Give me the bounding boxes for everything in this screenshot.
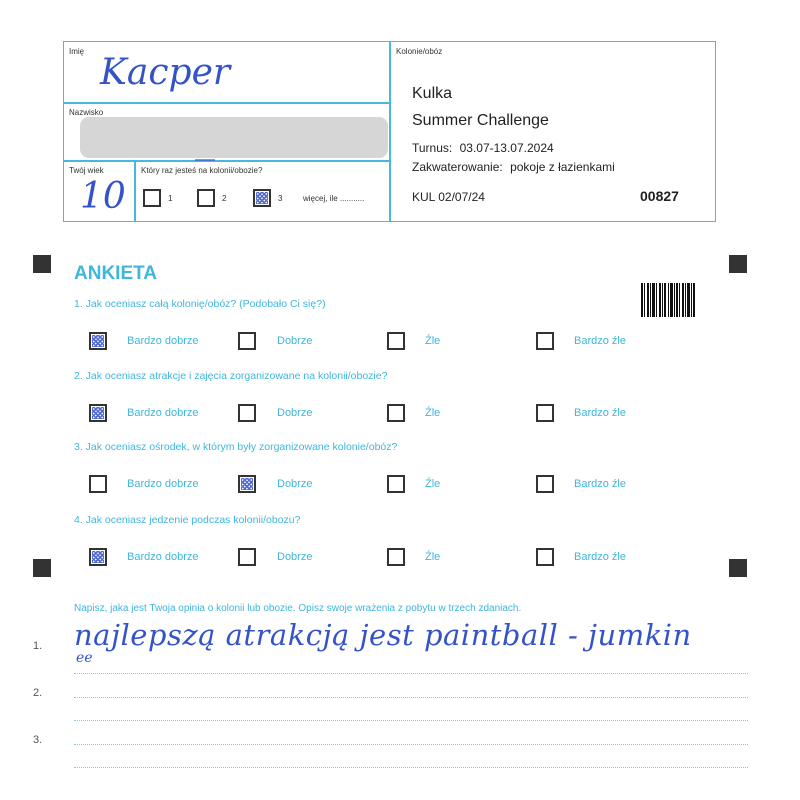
- question-3-text: 3. Jak oceniasz ośrodek, w którym były zorganizowane kolonie/obóz?: [74, 441, 398, 453]
- turnus-value: 03.07-13.07.2024: [459, 141, 554, 155]
- question-2-option-1-checkbox[interactable]: [89, 404, 107, 422]
- zakwaterowanie-label: Zakwaterowanie:: [412, 160, 503, 174]
- zakwaterowanie-row: [412, 160, 615, 174]
- nazwisko-ink-trace: [195, 155, 215, 161]
- camp-program: Summer Challenge: [412, 112, 549, 129]
- question-4-option-1-label: Bardzo dobrze: [127, 551, 199, 563]
- form-number: 00827: [640, 188, 679, 204]
- question-3-option-2-label: Dobrze: [277, 478, 313, 490]
- question-3-option-3-label: Źle: [425, 478, 441, 490]
- question-1-option-4-checkbox[interactable]: [536, 332, 554, 350]
- nazwisko-divider: [63, 160, 390, 162]
- question-4-option-2-label: Dobrze: [277, 551, 313, 563]
- question-2-option-3-label: Źle: [425, 407, 441, 419]
- answer-line-2[interactable]: [74, 720, 748, 721]
- question-2-text: 2. Jak oceniasz atrakcje i zajęcia zorganizowane na kolonii/obozie?: [74, 370, 388, 382]
- nazwisko-redacted: [80, 117, 388, 158]
- turnus-row: [412, 141, 554, 155]
- question-4-option-4-label: Bardzo źle: [574, 551, 626, 563]
- wiek-value[interactable]: 10: [80, 176, 126, 217]
- registration-marker-bottom-right: [729, 559, 747, 577]
- question-2-option-1-label: Bardzo dobrze: [127, 407, 199, 419]
- answer-line-3b[interactable]: [74, 767, 748, 768]
- registration-marker-bottom-left: [33, 559, 51, 577]
- question-1-option-3-checkbox[interactable]: [387, 332, 405, 350]
- wiek-divider: [134, 160, 136, 222]
- question-3-option-1-label: Bardzo dobrze: [127, 478, 199, 490]
- question-1-option-2-label: Dobrze: [277, 335, 313, 347]
- turnus-label: Turnus:: [412, 141, 453, 155]
- zakwaterowanie-value: pokoje z łazienkami: [510, 160, 615, 174]
- question-1-option-1-label: Bardzo dobrze: [127, 335, 199, 347]
- ktory-raz-checkbox-3[interactable]: [253, 189, 271, 207]
- question-4-option-3-label: Źle: [425, 551, 441, 563]
- opinion-prompt: Napisz, jaka jest Twoja opinia o kolonii lub obozie. Opisz swoje wrażenia z pobytu w trzech zdaniach.: [74, 603, 522, 614]
- survey-title: ANKIETA: [74, 263, 158, 284]
- answer-line-1a[interactable]: [74, 673, 748, 674]
- ktory-raz-option-3: 3: [278, 194, 283, 203]
- nazwisko-label: Nazwisko: [69, 108, 104, 117]
- ktory-raz-option-more: więcej, ile ...........: [303, 194, 365, 203]
- question-1-option-3-label: Źle: [425, 335, 441, 347]
- question-1-option-4-label: Bardzo źle: [574, 335, 626, 347]
- answer-line-3a[interactable]: [74, 744, 748, 745]
- kolonia-label: Kolonie/obóz: [396, 47, 443, 56]
- question-2-option-3-checkbox[interactable]: [387, 404, 405, 422]
- question-4-text: 4. Jak oceniasz jedzenie podczas kolonii/obozu?: [74, 514, 301, 526]
- ktory-raz-checkbox-2[interactable]: [197, 189, 215, 207]
- answer-line-1b[interactable]: [74, 697, 748, 698]
- question-3-option-1-checkbox[interactable]: [89, 475, 107, 493]
- barcode-icon: [641, 283, 695, 317]
- ktory-raz-option-2: 2: [222, 194, 227, 203]
- question-2-option-2-label: Dobrze: [277, 407, 313, 419]
- line-number-2: 2.: [33, 687, 43, 699]
- question-1-text: 1. Jak oceniasz całą kolonię/obóz? (Podobało Ci się?): [74, 298, 326, 310]
- question-2-option-4-label: Bardzo źle: [574, 407, 626, 419]
- registration-marker-top-left: [33, 255, 51, 273]
- camp-name: Kulka: [412, 85, 453, 102]
- ktory-raz-checkbox-1[interactable]: [143, 189, 161, 207]
- question-3-option-4-checkbox[interactable]: [536, 475, 554, 493]
- question-2-option-2-checkbox[interactable]: [238, 404, 256, 422]
- imie-label: Imię: [69, 47, 85, 56]
- registration-marker-top-right: [729, 255, 747, 273]
- question-4-option-4-checkbox[interactable]: [536, 548, 554, 566]
- line-number-1: 1.: [33, 640, 43, 652]
- header-divider: [389, 41, 391, 222]
- handwritten-answer-line-1-continuation: ee: [76, 650, 93, 666]
- wiek-label: Twój wiek: [69, 166, 104, 175]
- question-4-option-2-checkbox[interactable]: [238, 548, 256, 566]
- ktory-raz-label: Który raz jesteś na kolonii/obozie?: [141, 166, 263, 175]
- question-4-option-3-checkbox[interactable]: [387, 548, 405, 566]
- question-3-option-3-checkbox[interactable]: [387, 475, 405, 493]
- imie-value[interactable]: Kacper: [100, 52, 231, 93]
- question-1-option-2-checkbox[interactable]: [238, 332, 256, 350]
- question-3-option-4-label: Bardzo źle: [574, 478, 626, 490]
- question-3-option-2-checkbox[interactable]: [238, 475, 256, 493]
- handwritten-answer-line-1: najlepszą atrakcją jest paintball - jumkin: [74, 618, 692, 652]
- form-code: KUL 02/07/24: [412, 190, 485, 204]
- imie-divider: [63, 102, 390, 104]
- question-2-option-4-checkbox[interactable]: [536, 404, 554, 422]
- ktory-raz-option-1: 1: [168, 194, 173, 203]
- line-number-3: 3.: [33, 734, 43, 746]
- question-1-option-1-checkbox[interactable]: [89, 332, 107, 350]
- question-4-option-1-checkbox[interactable]: [89, 548, 107, 566]
